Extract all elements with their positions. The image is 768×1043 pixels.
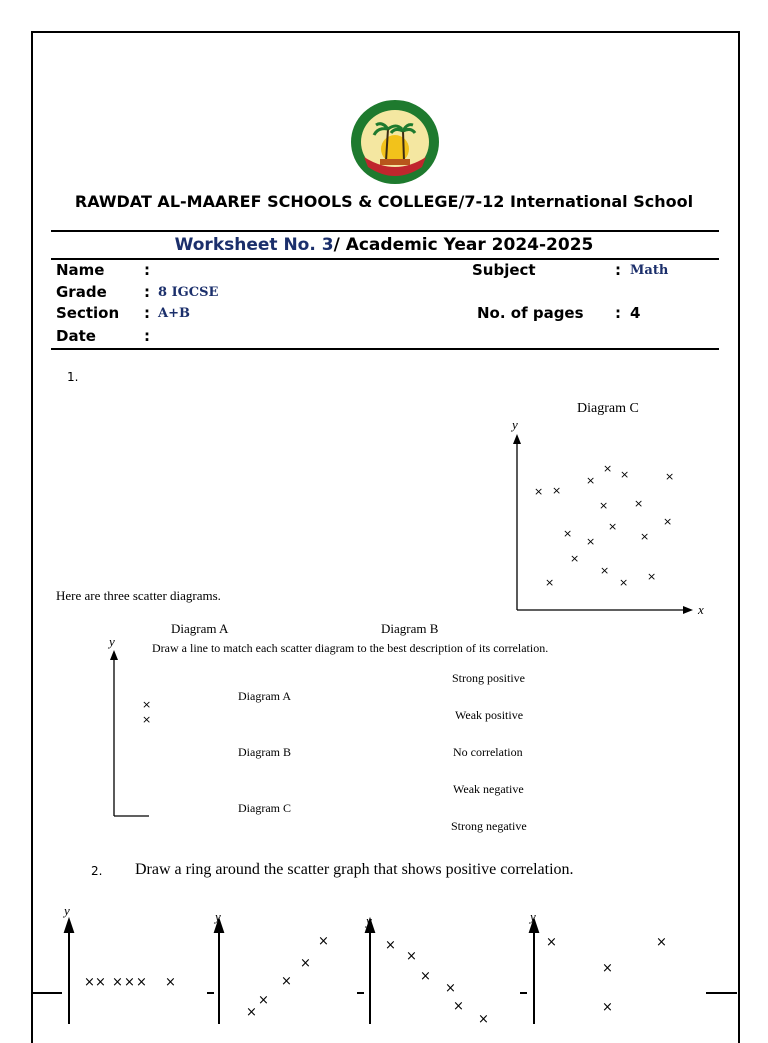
divider	[51, 258, 719, 260]
scatter-point: ×	[246, 1005, 257, 1020]
scatter-point: ×	[453, 999, 464, 1014]
scatter-point: ×	[552, 484, 562, 497]
diagram-c-axes	[505, 418, 705, 618]
scatter-point: ×	[281, 974, 292, 989]
diagram-c-x-label: x	[698, 602, 704, 617]
question-1-intro: Here are three scatter diagrams.	[56, 588, 221, 603]
match-strong-negative[interactable]: Strong negative	[451, 819, 527, 833]
scatter-point: ×	[545, 576, 555, 589]
worksheet-title	[0, 235, 768, 255]
academic-year: / Academic Year 2024-2025	[333, 235, 594, 255]
colon: :	[144, 283, 150, 301]
scatter-point: ×	[563, 527, 573, 540]
question-2-text: Draw a ring around the scatter graph that shows positive correlation.	[135, 861, 574, 878]
school-name: RAWDAT AL-MAAREF SCHOOLS & COLLEGE/7-12 International School	[74, 192, 694, 211]
scatter-point: ×	[647, 570, 657, 583]
scatter-point: ×	[300, 956, 311, 971]
graph-4-y-label: y	[530, 909, 536, 924]
question-1-number: 1.	[67, 370, 79, 384]
scatter-point: ×	[142, 698, 152, 711]
match-diagram-a[interactable]: Diagram A	[238, 689, 291, 703]
colon: :	[144, 261, 150, 279]
question-2-graphs	[0, 900, 768, 1027]
scatter-point: ×	[142, 713, 152, 726]
scatter-point: ×	[608, 520, 618, 533]
diagram-c-title: Diagram C	[577, 401, 639, 416]
match-no-correlation[interactable]: No correlation	[453, 745, 523, 759]
scatter-point: ×	[385, 938, 396, 953]
diagram-a-axes	[105, 640, 165, 825]
school-logo	[350, 99, 440, 185]
graph-2-y-label: y	[215, 909, 221, 924]
colon: :	[615, 261, 621, 279]
scatter-point: ×	[634, 497, 644, 510]
scatter-point: ×	[420, 969, 431, 984]
scatter-point: ×	[656, 935, 667, 950]
diagram-b-title: Diagram B	[381, 621, 439, 636]
scatter-point: ×	[84, 975, 95, 990]
scatter-point: ×	[165, 975, 176, 990]
scatter-point: ×	[112, 975, 123, 990]
name-label: Name	[56, 261, 105, 279]
match-weak-negative[interactable]: Weak negative	[453, 782, 524, 796]
scatter-point: ×	[602, 961, 613, 976]
diagram-a-y-label: y	[109, 634, 115, 649]
scatter-point: ×	[600, 564, 610, 577]
section-label: Section	[56, 304, 120, 322]
subject-value: Math	[630, 263, 669, 278]
scatter-point: ×	[586, 474, 596, 487]
date-label: Date	[56, 327, 96, 345]
match-weak-positive[interactable]: Weak positive	[455, 708, 524, 722]
scatter-point: ×	[665, 470, 675, 483]
scatter-point: ×	[620, 468, 630, 481]
divider	[51, 230, 719, 232]
scatter-point: ×	[663, 515, 673, 528]
question-1-instruction: Draw a line to match each scatter diagram to the best description of its correlation.	[152, 641, 549, 655]
pages-label: No. of pages	[477, 304, 584, 322]
scatter-point: ×	[445, 981, 456, 996]
colon: :	[615, 304, 621, 322]
grade-value: 8 IGCSE	[158, 285, 219, 300]
graph-1-y-label: y	[64, 903, 70, 918]
divider	[51, 348, 719, 350]
question-2-number: 2.	[91, 864, 103, 878]
scatter-point: ×	[478, 1012, 489, 1027]
graph-3-y-label: y	[366, 913, 372, 928]
scatter-point: ×	[599, 499, 609, 512]
scatter-point: ×	[586, 535, 596, 548]
diagram-c-y-label: y	[512, 417, 518, 432]
scatter-point: ×	[603, 462, 613, 475]
match-strong-positive[interactable]: Strong positive	[452, 671, 526, 685]
scatter-point: ×	[95, 975, 106, 990]
scatter-point: ×	[546, 935, 557, 950]
match-diagram-c[interactable]: Diagram C	[238, 801, 291, 815]
scatter-point: ×	[602, 1000, 613, 1015]
colon: :	[144, 327, 150, 345]
scatter-point: ×	[258, 993, 269, 1008]
pages-value: 4	[630, 304, 641, 322]
scatter-point: ×	[619, 576, 629, 589]
diagram-a-title: Diagram A	[171, 621, 229, 636]
worksheet-number: Worksheet No. 3	[174, 235, 334, 255]
section-value: A+B	[158, 306, 190, 321]
scatter-point: ×	[640, 530, 650, 543]
subject-label: Subject	[472, 261, 536, 279]
match-diagram-b[interactable]: Diagram B	[238, 745, 291, 759]
scatter-point: ×	[406, 949, 417, 964]
scatter-point: ×	[136, 975, 147, 990]
grade-label: Grade	[56, 283, 107, 301]
scatter-point: ×	[124, 975, 135, 990]
scatter-point: ×	[318, 934, 329, 949]
scatter-point: ×	[534, 485, 544, 498]
colon: :	[144, 304, 150, 322]
scatter-point: ×	[570, 552, 580, 565]
